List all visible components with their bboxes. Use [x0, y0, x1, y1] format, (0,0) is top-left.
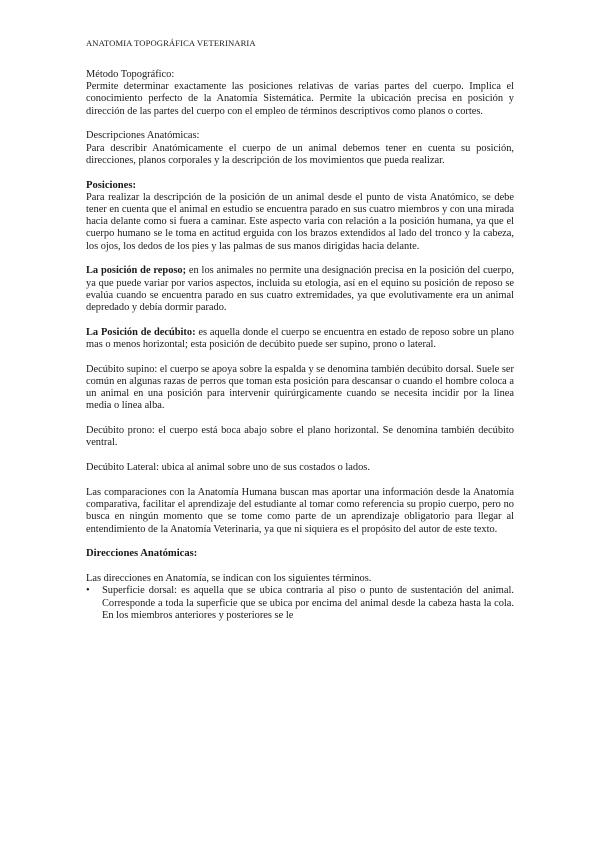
- direcciones-list: [86, 585, 514, 622]
- section-title-descripciones: Descripciones Anatómicas:: [86, 130, 200, 142]
- paragraph-direcciones-intro: Las direcciones en Anatomía, se indican con los siguientes términos.: [86, 573, 372, 585]
- list-item-text: Superficie dorsal: es aquella que se ubica contraria al piso o punto de sustentación del animal. Corresponde a toda la superficie que se ubica por encima del animal desde la cabeza hasta la cola. En los miembros anteriores y posteriores se le: [102, 585, 514, 621]
- page-header: ANATOMIA TOPOGRÁFICA VETERINARIA: [86, 38, 256, 48]
- text-reposo: en los animales no permite una designación precisa en la posición del cuerpo, ya que puede variar por varios aspectos, incluida su etología, así en el equino su posición de reposo se evalúa cuando se encuentra parado en sus cuatro extremidades, ya que evolutivamente era un animal depredado y debía dormir parado.: [86, 265, 514, 314]
- paragraph-comparaciones: Las comparaciones con la Anatomía Humana buscan mas aportar una información desde la Anatomía comparativa, facilitar el aprendizaje del estudiante al tomar como referencia su propio cuerpo, pero no busca en ningún momento que se tome como parte de un aprendizaje obligatorio para llegar al entendimiento de la Anatomía Veterinaria, ya que ni siquiera es el propósito del autor de este texto.: [86, 487, 514, 535]
- paragraph-prono: Decúbito prono: el cuerpo está boca abajo sobre el plano horizontal. Se denomina también decúbito ventral.: [86, 425, 514, 449]
- paragraph-metodo: Permite determinar exactamente las posiciones relativas de varias partes del cuerpo. Implica el conocimiento perfecto de la Anatomía Sistemática. Permite la ubicación precisa en posición y dirección de las partes del cuerpo con el empleo de términos descriptivos como planos o cortes.: [86, 81, 514, 117]
- document-body: [86, 69, 514, 622]
- paragraph-reposo: [86, 265, 514, 314]
- lead-decubito: La Posición de decúbito:: [86, 326, 196, 338]
- bullet-icon: •: [86, 585, 90, 597]
- paragraph-lateral: Decúbito Lateral: ubica al animal sobre uno de sus costados o lados.: [86, 462, 370, 474]
- section-title-metodo: Método Topográfico:: [86, 69, 175, 80]
- section-title-posiciones: Posiciones:: [86, 179, 137, 191]
- section-title-direcciones: Direcciones Anatómicas:: [86, 548, 198, 560]
- paragraph-supino: Decúbito supino: el cuerpo se apoya sobre la espalda y se denomina también decúbito dorsal. Suele ser común en algunas razas de perros que toman esta posición para descansar o cuando el hombre coloca a un animal en una posición para intervenir quirúrgicamente cuando se necesita incidir por la linea media o línea alba.: [86, 363, 514, 412]
- paragraph-decubito: [86, 327, 514, 351]
- list-item: [86, 585, 514, 622]
- lead-reposo: La posición de reposo;: [86, 265, 187, 277]
- paragraph-posiciones: Para realizar la descripción de la posición de un animal desde el punto de vista Anatómico, se debe tener en cuenta que el animal en estudio se encuentra parado en sus cuatro miembros y con una mirada hacia delante como si fuera a caminar. Este aspecto varia con relación a la posición humana, ya que el cuerpo humano se le toma en actitud erguida con los brazos extendidos al lado del tronco y la cabeza, los ojos, los dedos de los pies y las palmas de sus manos dirigidas hacia delante.: [86, 191, 514, 252]
- text-decubito: es aquella donde el cuerpo se encuentra en estado de reposo sobre un plano mas o menos horizontal; esta posición de decúbito puede ser supino, prono o lateral.: [86, 326, 514, 351]
- document-page: [86, 38, 514, 622]
- paragraph-descripciones: Para describir Anatómicamente el cuerpo de un animal debemos tener en cuenta su posición, direcciones, planos corporales y la descripción de los movimientos que pueda realizar.: [86, 142, 514, 166]
